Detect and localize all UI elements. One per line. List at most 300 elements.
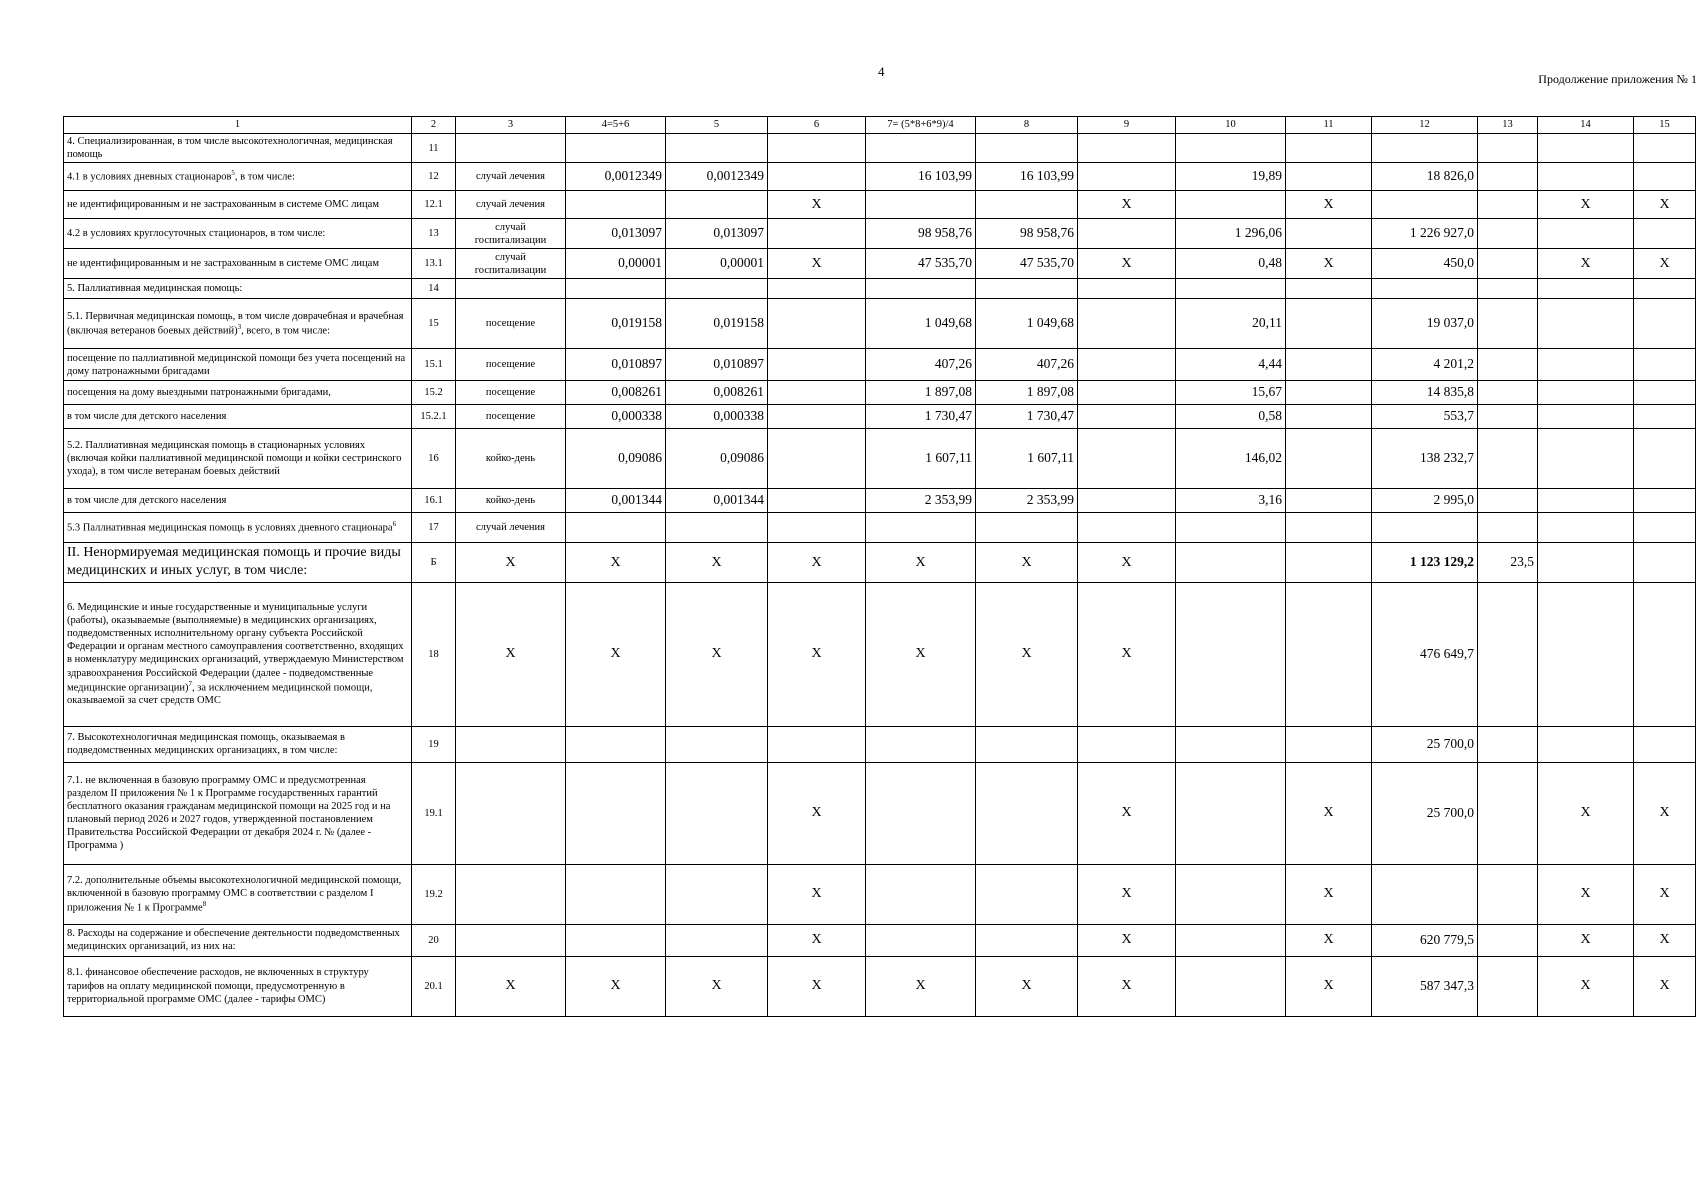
unit-cell	[456, 762, 566, 864]
empty-cell	[1286, 405, 1372, 429]
column-header-4: 4=5+6	[566, 117, 666, 134]
x-mark: X	[976, 956, 1078, 1016]
x-mark: X	[1286, 956, 1372, 1016]
empty-cell	[1286, 513, 1372, 543]
row-label-tail: , за исключением медицинской помощи, оказываемой за счет средств ОМС	[67, 682, 373, 707]
value-cell-col-5: 0,019158	[666, 299, 768, 349]
empty-cell	[1286, 134, 1372, 163]
row-code: 12.1	[412, 191, 456, 219]
value-cell-col-12: 25 700,0	[1372, 726, 1478, 762]
value-cell-col-13	[1478, 249, 1538, 279]
value-cell-col-4	[566, 513, 666, 543]
empty-cell	[1078, 349, 1176, 381]
footnote-ref: 5	[231, 169, 235, 178]
value-cell-col-10	[1176, 956, 1286, 1016]
unit-cell: посещение	[456, 381, 566, 405]
row-label-text: 8. Расходы на содержание и обеспечение деятельности подведомственных медицинских организаций, из них на:	[67, 928, 400, 953]
value-cell-col-12: 2 995,0	[1372, 489, 1478, 513]
x-mark: X	[566, 543, 666, 582]
value-cell-col-7: 1 730,47	[866, 405, 976, 429]
row-code: Б	[412, 543, 456, 582]
value-cell-col-8: 98 958,76	[976, 219, 1078, 249]
row-code: 17	[412, 513, 456, 543]
row-label-text: не идентифицированным и не застрахованным в системе ОМС лицам	[67, 199, 379, 211]
table-row	[64, 279, 1696, 299]
value-cell-col-10: 0,58	[1176, 405, 1286, 429]
unit-cell: посещение	[456, 299, 566, 349]
value-cell-col-10	[1176, 762, 1286, 864]
unit-cell: койко-день	[456, 429, 566, 489]
row-code: 16.1	[412, 489, 456, 513]
x-mark: X	[1634, 956, 1696, 1016]
row-label-text: 4.2 в условиях круглосуточных стационаров, в том числе:	[67, 228, 326, 240]
empty-cell	[1634, 582, 1696, 726]
row-label-text: в том числе для детского населения	[67, 495, 227, 507]
x-mark: X	[1634, 762, 1696, 864]
x-mark: X	[866, 543, 976, 582]
empty-cell	[1634, 543, 1696, 582]
row-code: 15.2.1	[412, 405, 456, 429]
unit-cell: посещение	[456, 405, 566, 429]
x-mark: X	[1286, 864, 1372, 924]
value-cell-col-12: 620 779,5	[1372, 924, 1478, 956]
x-mark: X	[1078, 762, 1176, 864]
x-mark: X	[768, 249, 866, 279]
row-label-text: 4. Специализированная, в том числе высокотехнологичная, медицинская помощь	[67, 136, 393, 161]
empty-cell	[1538, 513, 1634, 543]
empty-cell	[1286, 726, 1372, 762]
value-cell-col-10: 1 296,06	[1176, 219, 1286, 249]
table-row	[64, 405, 1696, 429]
empty-cell	[768, 219, 866, 249]
value-cell-col-8	[976, 191, 1078, 219]
x-mark: X	[1538, 249, 1634, 279]
value-cell-col-5: 0,010897	[666, 349, 768, 381]
value-cell-col-13	[1478, 956, 1538, 1016]
page-number: 4	[878, 64, 885, 79]
empty-cell	[1286, 543, 1372, 582]
empty-cell	[1078, 299, 1176, 349]
value-cell-col-8: 407,26	[976, 349, 1078, 381]
value-cell-col-13	[1478, 489, 1538, 513]
value-cell-col-12: 14 835,8	[1372, 381, 1478, 405]
value-cell-col-5	[666, 279, 768, 299]
row-label	[64, 163, 412, 191]
table-row	[64, 219, 1696, 249]
x-mark: X	[1286, 924, 1372, 956]
value-cell-col-7	[866, 513, 976, 543]
x-mark: X	[1286, 191, 1372, 219]
empty-cell	[1634, 405, 1696, 429]
value-cell-col-5: 0,008261	[666, 381, 768, 405]
value-cell-col-7: 1 049,68	[866, 299, 976, 349]
value-cell-col-12: 476 649,7	[1372, 582, 1478, 726]
value-cell-col-13	[1478, 349, 1538, 381]
unit-cell	[456, 864, 566, 924]
value-cell-col-12	[1372, 191, 1478, 219]
column-header-11: 11	[1286, 117, 1372, 134]
value-cell-col-5	[666, 864, 768, 924]
value-cell-col-5: 0,013097	[666, 219, 768, 249]
value-cell-col-7: 2 353,99	[866, 489, 976, 513]
value-cell-col-13	[1478, 726, 1538, 762]
empty-cell	[1538, 489, 1634, 513]
empty-cell	[1538, 582, 1634, 726]
row-label	[64, 299, 412, 349]
empty-cell	[1634, 489, 1696, 513]
table-row	[64, 924, 1696, 956]
table-row	[64, 381, 1696, 405]
table-row	[64, 956, 1696, 1016]
row-label-text: 5.2. Паллиативная медицинская помощь в стационарных условиях (включая койки паллиативной медицинской помощи и койки сестринского ухода), в том числе ветеранам боевых действий	[67, 440, 402, 478]
x-mark: X	[976, 543, 1078, 582]
value-cell-col-12: 25 700,0	[1372, 762, 1478, 864]
value-cell-col-13	[1478, 219, 1538, 249]
row-label-text: 5.3 Паллиативная медицинская помощь в условиях дневного стационара	[67, 522, 393, 534]
value-cell-col-7	[866, 191, 976, 219]
value-cell-col-5	[666, 513, 768, 543]
value-cell-col-7	[866, 279, 976, 299]
row-code: 19	[412, 726, 456, 762]
value-cell-col-12	[1372, 134, 1478, 163]
row-label	[64, 864, 412, 924]
row-label	[64, 219, 412, 249]
row-label-text: 6. Медицинские и иные государственные и муниципальные услуги (работы), оказываемые (выполняемые) в медицинских организациях, подведомственных исполнительному органу субъекта Российской Федерации и органам местного самоуправления соответственно, входящих в номенклатуру медицинских организаций, утверждаемую Министерством здравоохранения Российской Федерации (далее - подведомственные медицинские организации)	[67, 601, 404, 694]
value-cell-col-10	[1176, 864, 1286, 924]
empty-cell	[1078, 219, 1176, 249]
row-label	[64, 924, 412, 956]
table-row	[64, 163, 1696, 191]
empty-cell	[1538, 219, 1634, 249]
value-cell-col-4: 0,010897	[566, 349, 666, 381]
empty-cell	[768, 299, 866, 349]
empty-cell	[1634, 726, 1696, 762]
table-row	[64, 726, 1696, 762]
value-cell-col-12: 1 123 129,2	[1372, 543, 1478, 582]
x-mark: X	[866, 956, 976, 1016]
x-mark: X	[666, 582, 768, 726]
x-mark: X	[566, 582, 666, 726]
value-cell-col-7: 1 607,11	[866, 429, 976, 489]
unit-cell	[456, 726, 566, 762]
value-cell-col-13: 23,5	[1478, 543, 1538, 582]
x-mark: X	[1078, 956, 1176, 1016]
column-header-10: 10	[1176, 117, 1286, 134]
row-label-text: не идентифицированным и не застрахованным в системе ОМС лицам	[67, 258, 379, 270]
table-row	[64, 543, 1696, 582]
value-cell-col-8	[976, 513, 1078, 543]
x-mark: X	[768, 762, 866, 864]
value-cell-col-8: 16 103,99	[976, 163, 1078, 191]
value-cell-col-13	[1478, 513, 1538, 543]
financing-table	[63, 116, 1696, 1017]
row-code: 14	[412, 279, 456, 299]
empty-cell	[1078, 381, 1176, 405]
value-cell-col-8: 1 730,47	[976, 405, 1078, 429]
x-mark: X	[768, 543, 866, 582]
row-label	[64, 762, 412, 864]
value-cell-col-12: 4 201,2	[1372, 349, 1478, 381]
empty-cell	[1078, 163, 1176, 191]
value-cell-col-13	[1478, 924, 1538, 956]
x-mark: X	[456, 582, 566, 726]
column-header-12: 12	[1372, 117, 1478, 134]
value-cell-col-5	[666, 726, 768, 762]
value-cell-col-10	[1176, 279, 1286, 299]
value-cell-col-10	[1176, 924, 1286, 956]
row-code: 20	[412, 924, 456, 956]
value-cell-col-8: 2 353,99	[976, 489, 1078, 513]
empty-cell	[768, 279, 866, 299]
table-row	[64, 191, 1696, 219]
empty-cell	[1286, 279, 1372, 299]
column-header-5: 5	[666, 117, 768, 134]
row-label-text: II. Ненормируемая медицинская помощь и прочие виды медицинских и иных услуг, в том числе:	[67, 545, 401, 579]
row-code: 15.1	[412, 349, 456, 381]
table-row	[64, 864, 1696, 924]
table-row	[64, 249, 1696, 279]
empty-cell	[1078, 429, 1176, 489]
empty-cell	[1634, 513, 1696, 543]
value-cell-col-8	[976, 762, 1078, 864]
value-cell-col-5	[666, 191, 768, 219]
column-header-1: 1	[64, 117, 412, 134]
row-label	[64, 513, 412, 543]
unit-cell	[456, 134, 566, 163]
empty-cell	[1634, 299, 1696, 349]
row-label	[64, 543, 412, 582]
row-code: 13	[412, 219, 456, 249]
empty-cell	[1078, 726, 1176, 762]
empty-cell	[768, 349, 866, 381]
column-header-6: 6	[768, 117, 866, 134]
value-cell-col-10: 4,44	[1176, 349, 1286, 381]
row-label	[64, 582, 412, 726]
table-row	[64, 489, 1696, 513]
value-cell-col-8	[976, 864, 1078, 924]
row-label	[64, 489, 412, 513]
x-mark: X	[456, 543, 566, 582]
table-row	[64, 429, 1696, 489]
x-mark: X	[1538, 924, 1634, 956]
empty-cell	[1634, 349, 1696, 381]
x-mark: X	[768, 956, 866, 1016]
value-cell-col-12: 450,0	[1372, 249, 1478, 279]
x-mark: X	[1078, 543, 1176, 582]
column-header-9: 9	[1078, 117, 1176, 134]
column-header-13: 13	[1478, 117, 1538, 134]
column-header-15: 15	[1634, 117, 1696, 134]
unit-cell: посещение	[456, 349, 566, 381]
value-cell-col-10: 20,11	[1176, 299, 1286, 349]
empty-cell	[1286, 582, 1372, 726]
row-label	[64, 381, 412, 405]
empty-cell	[1634, 279, 1696, 299]
column-header-3: 3	[456, 117, 566, 134]
x-mark: X	[1286, 762, 1372, 864]
empty-cell	[768, 513, 866, 543]
empty-cell	[1286, 489, 1372, 513]
value-cell-col-13	[1478, 582, 1538, 726]
empty-cell	[1538, 134, 1634, 163]
empty-cell	[768, 381, 866, 405]
row-label	[64, 956, 412, 1016]
value-cell-col-5	[666, 134, 768, 163]
empty-cell	[1634, 134, 1696, 163]
header-row	[64, 117, 1696, 134]
value-cell-col-13	[1478, 191, 1538, 219]
row-label-tail: , всего, в том числе:	[241, 325, 331, 337]
value-cell-col-4: 0,000338	[566, 405, 666, 429]
row-label	[64, 191, 412, 219]
row-code: 15	[412, 299, 456, 349]
empty-cell	[1538, 429, 1634, 489]
empty-cell	[768, 489, 866, 513]
row-label-text: посещения на дому выездными патронажными бригадами,	[67, 387, 331, 399]
value-cell-col-13	[1478, 405, 1538, 429]
row-label	[64, 134, 412, 163]
unit-cell: случай лечения	[456, 191, 566, 219]
footnote-ref: 8	[202, 899, 207, 908]
row-label-text: в том числе для детского населения	[67, 411, 227, 423]
value-cell-col-4	[566, 762, 666, 864]
x-mark: X	[1286, 249, 1372, 279]
table-row	[64, 349, 1696, 381]
value-cell-col-4: 0,013097	[566, 219, 666, 249]
column-header-7: 7= (5*8+6*9)/4	[866, 117, 976, 134]
table-row	[64, 513, 1696, 543]
value-cell-col-4: 0,008261	[566, 381, 666, 405]
x-mark: X	[768, 924, 866, 956]
value-cell-col-7	[866, 924, 976, 956]
unit-cell	[456, 924, 566, 956]
value-cell-col-13	[1478, 163, 1538, 191]
x-mark: X	[1538, 191, 1634, 219]
value-cell-col-12	[1372, 864, 1478, 924]
x-mark: X	[1634, 191, 1696, 219]
x-mark: X	[1634, 924, 1696, 956]
x-mark: X	[1078, 864, 1176, 924]
continuation-label: Продолжение приложения № 1	[1538, 72, 1697, 86]
value-cell-col-10	[1176, 513, 1286, 543]
column-header-14: 14	[1538, 117, 1634, 134]
row-label	[64, 249, 412, 279]
value-cell-col-7	[866, 134, 976, 163]
empty-cell	[1538, 299, 1634, 349]
value-cell-col-7: 16 103,99	[866, 163, 976, 191]
column-header-8: 8	[976, 117, 1078, 134]
table-row	[64, 134, 1696, 163]
x-mark: X	[1634, 864, 1696, 924]
x-mark: X	[1078, 582, 1176, 726]
value-cell-col-5	[666, 924, 768, 956]
empty-cell	[768, 134, 866, 163]
row-label-text: 5.1. Первичная медицинская помощь, в том числе доврачебная и врачебная (включая ветеранов боевых действий)	[67, 310, 404, 337]
row-label	[64, 349, 412, 381]
unit-cell: случай лечения	[456, 163, 566, 191]
value-cell-col-10	[1176, 582, 1286, 726]
empty-cell	[1538, 726, 1634, 762]
value-cell-col-13	[1478, 279, 1538, 299]
value-cell-col-7	[866, 864, 976, 924]
value-cell-col-10: 146,02	[1176, 429, 1286, 489]
value-cell-col-5	[666, 762, 768, 864]
row-label-text: 5. Паллиативная медицинская помощь:	[67, 283, 243, 295]
empty-cell	[1538, 163, 1634, 191]
value-cell-col-4	[566, 924, 666, 956]
row-label-text: 4.1 в условиях дневных стационаров	[67, 171, 232, 183]
value-cell-col-13	[1478, 864, 1538, 924]
value-cell-col-8: 1 607,11	[976, 429, 1078, 489]
row-label-text: 7.1. не включенная в базовую программу ОМС и предусмотренная разделом II приложения № 1 к Программе государственных гарантий бесплатного оказания гражданам медицинской помощи на 2025 год и на плановый период 2026 и 2027 годов, утвержденной постановлением Правительства Российской Федерации от декабря 2024 г. № (далее - Программа )	[67, 774, 391, 852]
row-label	[64, 279, 412, 299]
empty-cell	[1286, 163, 1372, 191]
empty-cell	[768, 429, 866, 489]
x-mark: X	[768, 582, 866, 726]
empty-cell	[1538, 405, 1634, 429]
x-mark: X	[1078, 924, 1176, 956]
empty-cell	[768, 726, 866, 762]
value-cell-col-12	[1372, 513, 1478, 543]
value-cell-col-13	[1478, 134, 1538, 163]
value-cell-col-4	[566, 134, 666, 163]
value-cell-col-10	[1176, 134, 1286, 163]
value-cell-col-12: 138 232,7	[1372, 429, 1478, 489]
value-cell-col-8	[976, 726, 1078, 762]
footnote-ref: 7	[188, 679, 193, 688]
row-code: 11	[412, 134, 456, 163]
value-cell-col-4	[566, 279, 666, 299]
unit-cell: койко-день	[456, 489, 566, 513]
value-cell-col-7	[866, 762, 976, 864]
empty-cell	[1078, 513, 1176, 543]
value-cell-col-8: 1 049,68	[976, 299, 1078, 349]
row-label-text: посещение по паллиативной медицинской помощи без учета посещений на дому патронажными бригадами	[67, 352, 406, 377]
value-cell-col-10: 3,16	[1176, 489, 1286, 513]
footnote-ref: 6	[392, 520, 397, 529]
value-cell-col-7: 407,26	[866, 349, 976, 381]
value-cell-col-4: 0,09086	[566, 429, 666, 489]
empty-cell	[1538, 349, 1634, 381]
value-cell-col-4	[566, 864, 666, 924]
x-mark: X	[1538, 956, 1634, 1016]
value-cell-col-8	[976, 279, 1078, 299]
empty-cell	[1634, 429, 1696, 489]
unit-cell: случай лечения	[456, 513, 566, 543]
row-code: 12	[412, 163, 456, 191]
empty-cell	[1286, 381, 1372, 405]
value-cell-col-4: 0,0012349	[566, 163, 666, 191]
row-code: 19.1	[412, 762, 456, 864]
table-row	[64, 299, 1696, 349]
value-cell-col-5: 0,001344	[666, 489, 768, 513]
value-cell-col-8	[976, 924, 1078, 956]
row-label-text: 7.2. дополнительные объемы высокотехнологичной медицинской помощи, включенной в базовую программу ОМС в соответствии с разделом I приложения № 1 к Программе	[67, 874, 402, 914]
value-cell-col-10: 19,89	[1176, 163, 1286, 191]
value-cell-col-12: 553,7	[1372, 405, 1478, 429]
value-cell-col-4: 0,00001	[566, 249, 666, 279]
empty-cell	[1634, 381, 1696, 405]
row-code: 18	[412, 582, 456, 726]
row-label	[64, 429, 412, 489]
empty-cell	[1078, 279, 1176, 299]
x-mark: X	[666, 956, 768, 1016]
empty-cell	[1634, 219, 1696, 249]
value-cell-col-5: 0,09086	[666, 429, 768, 489]
x-mark: X	[768, 191, 866, 219]
value-cell-col-13	[1478, 381, 1538, 405]
value-cell-col-5: 0,000338	[666, 405, 768, 429]
